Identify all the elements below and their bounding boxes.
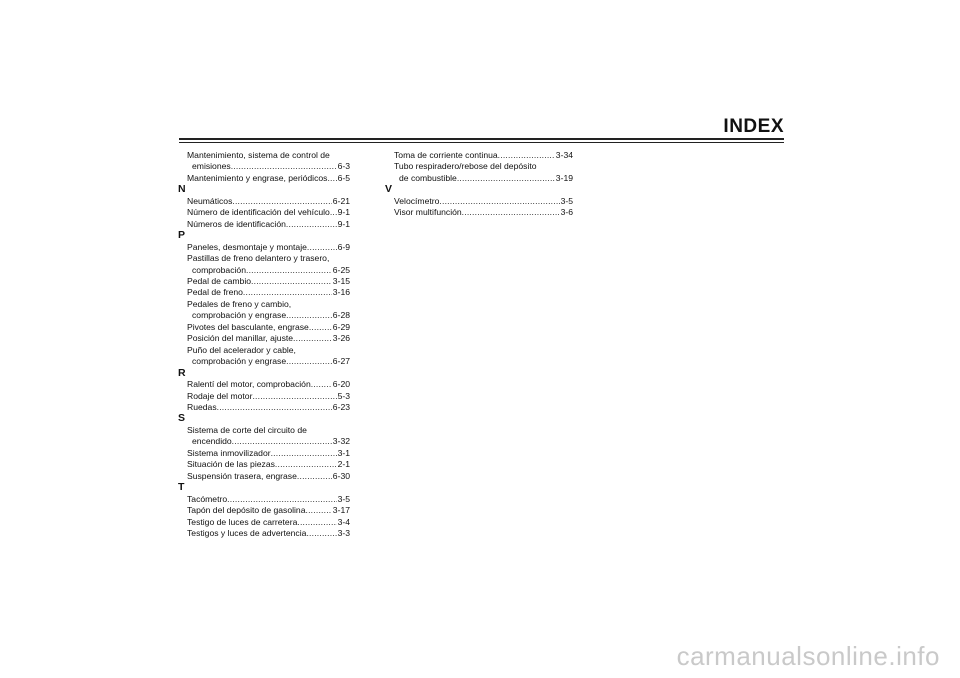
index-entry [385, 207, 573, 218]
index-entry [178, 299, 350, 322]
index-page-number: 3-5 [560, 195, 573, 206]
index-entry [178, 196, 350, 207]
leader-dots [286, 219, 337, 230]
leader-dots [311, 379, 332, 390]
index-entry [178, 448, 350, 459]
index-page-number: 3-5 [337, 493, 350, 504]
leader-dots [439, 196, 559, 207]
index-entry [178, 528, 350, 539]
index-entry-text: Tacómetro [187, 493, 228, 504]
leader-dots [217, 402, 332, 413]
index-page-number: 9-1 [337, 207, 350, 218]
leader-dots [297, 517, 336, 528]
index-letter-heading: V [385, 183, 393, 196]
index-entry-text: Ralentí del motor, comprobación [187, 379, 311, 390]
leader-dots [227, 494, 336, 505]
index-letter-heading: N [178, 183, 186, 196]
index-letter-heading: S [178, 412, 186, 425]
index-page-number: 3-17 [332, 505, 350, 516]
index-column-left [178, 150, 350, 539]
leader-dots [286, 310, 332, 321]
index-page-number: 6-5 [337, 172, 350, 183]
index-entry [178, 322, 350, 333]
leader-dots [306, 528, 336, 539]
index-entry [178, 505, 350, 516]
index-entry-text: Testigos y luces de advertencia [187, 527, 307, 538]
index-entry-text: comprobación y engrase [192, 356, 287, 367]
watermark-text: carmanualsonline.info [676, 641, 940, 671]
index-entry [178, 459, 350, 470]
index-entry-text: Ruedas [187, 401, 217, 412]
leader-dots [246, 265, 332, 276]
index-entry-text: Tubo respiradero/rebose del depósito [394, 161, 537, 172]
index-page-number: 6-25 [332, 264, 350, 275]
index-entry-text: Números de identificación [187, 218, 286, 229]
leader-dots [271, 448, 337, 459]
index-entry-text: Mantenimiento y engrase, periódicos [187, 172, 328, 183]
index-entry-text: Neumáticos [187, 195, 233, 206]
index-entry-text: Pedal de cambio [187, 275, 252, 286]
index-page-number: 3-32 [332, 436, 350, 447]
index-entry [178, 173, 350, 184]
leader-dots [275, 459, 337, 470]
index-entry [178, 333, 350, 344]
leader-dots [231, 161, 337, 172]
index-entry [385, 161, 573, 184]
leader-dots [232, 436, 332, 447]
index-letter-heading: R [178, 366, 186, 379]
leader-dots [293, 333, 332, 344]
index-entry [178, 242, 350, 253]
index-page-number: 6-9 [337, 241, 350, 252]
index-entry [178, 150, 350, 173]
index-entry-text: Rodaje del motor [187, 390, 253, 401]
index-entry-text: Pedales de freno y cambio, [187, 298, 292, 309]
index-entry-text: Sistema inmovilizador [187, 447, 271, 458]
index-entry-text: Paneles, desmontaje y montaje [187, 241, 307, 252]
leader-dots [307, 242, 337, 253]
index-letter-heading: P [178, 229, 186, 242]
index-letter-heading: T [178, 481, 185, 494]
index-page-number: 9-1 [337, 218, 350, 229]
index-entry-text: Pivotes del basculante, engrase [187, 321, 309, 332]
header-rule-thick [179, 138, 784, 140]
index-entry [178, 379, 350, 390]
index-entry-text: comprobación y engrase [192, 310, 287, 321]
index-entry [178, 402, 350, 413]
index-page-number: 3-6 [560, 207, 573, 218]
index-page-number: 6-20 [332, 379, 350, 390]
index-page-number: 6-29 [332, 321, 350, 332]
index-page-number: 6-28 [332, 310, 350, 321]
index-entry [385, 196, 573, 207]
index-entry [178, 471, 350, 482]
leader-dots [306, 505, 332, 516]
index-entry [178, 207, 350, 218]
index-entry-text: Velocímetro [394, 195, 440, 206]
index-entry-text: Toma de corriente continua [394, 150, 498, 160]
index-entry-text: Visor multifunción [394, 207, 462, 218]
index-entry [178, 287, 350, 298]
index-entry-text: Sistema de corte del circuito de [187, 424, 307, 435]
leader-dots [243, 287, 332, 298]
leader-dots [309, 322, 332, 333]
index-page-number: 6-3 [337, 161, 350, 172]
index-page-number: 3-16 [332, 287, 350, 298]
index-page-number: 3-4 [337, 516, 350, 527]
index-page-number: 3-34 [555, 150, 573, 160]
index-entry-text: Número de identificación del vehículo [187, 207, 330, 218]
index-entry-text: Pedal de freno [187, 287, 243, 298]
index-page-number: 6-21 [332, 195, 350, 206]
index-entry-text: comprobación [192, 264, 246, 275]
index-entry-text: encendido [192, 436, 232, 447]
leader-dots [232, 196, 331, 207]
index-page-number: 6-23 [332, 401, 350, 412]
index-entry [178, 276, 350, 287]
index-entry [178, 391, 350, 402]
leader-dots [462, 207, 560, 218]
index-entry [178, 345, 350, 368]
index-page-number: 3-26 [332, 333, 350, 344]
index-page-number: 5-3 [337, 390, 350, 401]
leader-dots [297, 471, 332, 482]
leader-dots [330, 207, 337, 218]
index-entry [178, 494, 350, 505]
index-entry-text: Puño del acelerador y cable, [187, 344, 296, 355]
index-page-number: 3-1 [337, 447, 350, 458]
leader-dots [252, 391, 336, 402]
leader-dots [498, 150, 555, 161]
index-entry [178, 219, 350, 230]
index-entry-text: Suspensión trasera, engrase [187, 470, 297, 481]
index-entry [178, 517, 350, 528]
index-entry-text: de combustible [399, 172, 457, 183]
index-page-number: 3-19 [555, 172, 573, 183]
index-entry-text: Pastillas de freno delantero y trasero, [187, 253, 330, 264]
index-page-number: 3-3 [337, 527, 350, 538]
leader-dots [457, 173, 555, 184]
index-entry-text: Mantenimiento, sistema de control de [187, 150, 330, 160]
leader-dots [251, 276, 332, 287]
index-entry [178, 253, 350, 276]
page-title: INDEX [723, 116, 784, 137]
index-entry [385, 150, 573, 161]
index-column-right [385, 150, 573, 219]
index-page-number: 6-30 [332, 470, 350, 481]
index-entry-text: Posición del manillar, ajuste [187, 333, 294, 344]
header-rule-thin [179, 142, 784, 143]
leader-dots [327, 173, 336, 184]
leader-dots [286, 356, 332, 367]
index-page-number: 2-1 [337, 459, 350, 470]
index-entry-text: Tapón del depósito de gasolina [187, 505, 306, 516]
index-entry [178, 425, 350, 448]
index-page-number: 6-27 [332, 356, 350, 367]
index-entry-text: Situación de las piezas [187, 459, 275, 470]
index-entry-text: Testigo de luces de carretera [187, 516, 298, 527]
index-entry-text: emisiones [192, 161, 231, 172]
index-page-number: 3-15 [332, 275, 350, 286]
